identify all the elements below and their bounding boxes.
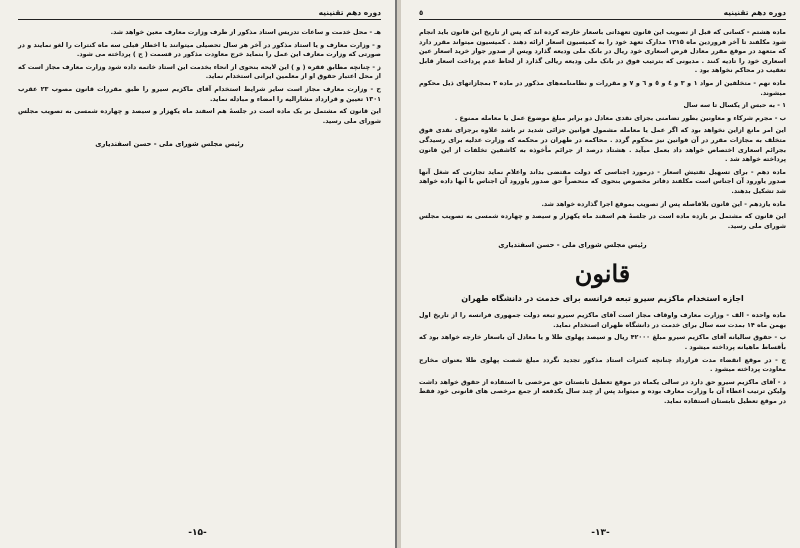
- law-title: قانون: [574, 259, 631, 289]
- left-signature: رئیس مجلس شورای ملی - حسن اسفندیاری: [95, 140, 244, 149]
- article-ninth-item-1: ۱ - به حبس از یکسال تا سه سال: [683, 101, 786, 110]
- single-article-be: ب - حقوق سالیانه آقای ماکزیم سیرو مبلغ ۴۲۰۰۰ ریال و سیصد پهلوی طلا و یا معادل آن باسعار خارجه خواهد بود که بأقساط ماهیانه پرداخته میشود .: [419, 333, 786, 352]
- paragraph-ze: ز - چنانچه مطابق فقره ( و ) این لایحه بنحوی از انحاء بخدمت این استاد خاتمه داده شود وزارت معارف مجاز است که از محل اعتبار حقوق او از معلمین ایرانی استخدام نماید.: [18, 62, 381, 81]
- paragraph-approval: این قانون که مشتمل بر یک ماده است در جلسهٔ هم اسفند ماه یکهزار و سیصد و چهارده شمسی به تصویب مجلس شورای ملی رسید.: [18, 107, 381, 125]
- law-subtitle: اجازه استخدام ماکزیم سیرو تبعه فرانسه برای خدمت در دانشگاه طهران: [461, 294, 744, 304]
- left-page-header: [18, 8, 381, 20]
- paragraph-he: هـ - محل خدمت و ساعات تدریس استاد مذکور از طرف وزارت معارف معین خواهد شد.: [110, 28, 381, 36]
- single-article-jim: ج - در موقع انقضاء مدت قرارداد چنانچه کنترات استاد مذکور تجدید نگردد مبلغ شصت پهلوی طلا بعنوان مخارج معاودت پرداخته میشود .: [419, 355, 786, 374]
- single-article-alef: ماده واحده - الف - وزارت معارف واوقاف مجاز است آقای ماکزیم سیرو تبعه دولت جمهوری فرانسه را از تاریخ اول بهمن ماه ۱۴ بمدت سه سال برای خدمت در دانشگاه طهران استخدام نماید.: [419, 311, 786, 329]
- right-page: [401, 0, 800, 548]
- single-article-dal: د - آقای ماکزیم سیرو حق دارد در سالی یکماه در موقع تعطیل تابستان حق مرخصی با استفاده از حقوق خواهد داشت ولیکن ترتیب اعطاء آن با وزارت معارف بوده و میتواند پس از چند سال یکدفعه از جمع مرخصی های قانونی خود فقط در موقع تعطیل تابستان استفاده نماید.: [419, 377, 786, 406]
- left-page-number: -۱۵-: [188, 528, 207, 538]
- paragraph-he2: ح - وزارت معارف مجاز است سایر شرایط استخدام آقای ماکزیم سیرو را طبق مقررات قانون مصوب ۲۳ عقرب ۱۳۰۱ تعیین و قرارداد مشارالیه را امضاء و مبادله نماید.: [18, 84, 381, 103]
- article-ninth-item-b: ب - مجرم شرکاء و معاونین بطور تضامنی بجزای نقدی معادل دو برابر مبلغ موضوع عمل یا معامله ممنوع .: [454, 113, 786, 122]
- article-tenth: ماده دهم - برای تسهیل تفتیش اسعار - درمورد اجناسی که دولت مقتضی بداند واعلام نماید تجارتی که شغل آنها صدور یاورود آن اجناس است مکلفند دفاتر مخصوص بنحوی که منحصراً حق صدور یاورود آن اجناس با آنها داده خواهد شد تشکیل بدهند.: [419, 167, 786, 195]
- article-eighth: ماده هشتم - کسانی که قبل از تصویب این قانون تعهداتی باسعار خارجه کرده اند که پس از تاریخ این قانون باید انجام شود مکلفند تا آخر فروردین ماه ۱۳۱۵ مدارک تعهد خود را به کمیسیون اسعار ارائه دهند . کمیسیون میتواند مقرر دارد که متعهد در موقع مقرر معادل قرض اسعاری خود ریال در بانک ملی ودیعه گذارد ویس از صدور جواز خرید اسعار عین اسعاری خود را تادیه کنند . مدیونی که بترتیب فوق در بانک ملی ودیعه ریالی گذارد از لحاظ عدم پرداخت اسعار قابل تعقیب در محاکم نخواهد بود .: [419, 28, 786, 75]
- right-page-number: -۱۳-: [591, 528, 610, 538]
- right-header-number: ٥: [419, 8, 424, 17]
- right-page-header: [419, 8, 786, 20]
- article-ninth-note: این امر مانع ازاین نخواهد بود که اگر عمل یا معامله مشمول قوانین جزائی شدید تر باشد علاوه برجزای نقدی فوق متخلف به مجازات مقرر در آن قوانین نیز محکوم گردد . محاکمه در طهران در محکمه که وزارت عدلیه برای رسیدگی بجرائم اسعاری اختصاص خواهد داد بعمل میآید . هشتاد درصد از جرائم مأخوذه به کاشفین تخلفات از این قانون پرداخته خواهد شد .: [419, 126, 786, 164]
- article-ninth: ماده نهم - متخلفین از مواد ۱ و ۳ و ٤ و ٥ و ٦ و ۷ و مقررات و نظامنامه‌های مذکور در ماده ۲ بمجازاتهای ذیل محکوم میشوند.: [419, 78, 786, 97]
- paragraph-vav: و - وزارت معارف و یا استاد مذکور در آخر هر سال تحصیلی میتوانند با اخطار قبلی سه ماه کنترات را لغو نمایند و در صورتی که وزارت معارف این عمل را بنماید خرج معاودت مذکور در قسمت ( ج ) پرداخته می شود.: [18, 40, 381, 59]
- article-eleventh: ماده یازدهم - این قانون بلافاصله پس از تصویب بموقع اجرا گذارده خواهد شد.: [541, 199, 786, 208]
- left-page: [0, 0, 397, 548]
- right-signature: رئیس مجلس شورای ملی - حسن اسفندیاری: [498, 241, 647, 250]
- left-header-title: دوره دهم تقنینیه: [318, 8, 381, 17]
- right-header-title: دوره دهم تقنینیه: [723, 8, 786, 17]
- right-page-body: [419, 28, 786, 407]
- approval-note: این قانون که مشتمل بر یازده ماده است در جلسهٔ هم اسفند ماه یکهزار و سیصد و چهارده شمسی به تصویب مجلس شورای ملی رسید.: [419, 212, 786, 230]
- left-page-body: [18, 28, 381, 148]
